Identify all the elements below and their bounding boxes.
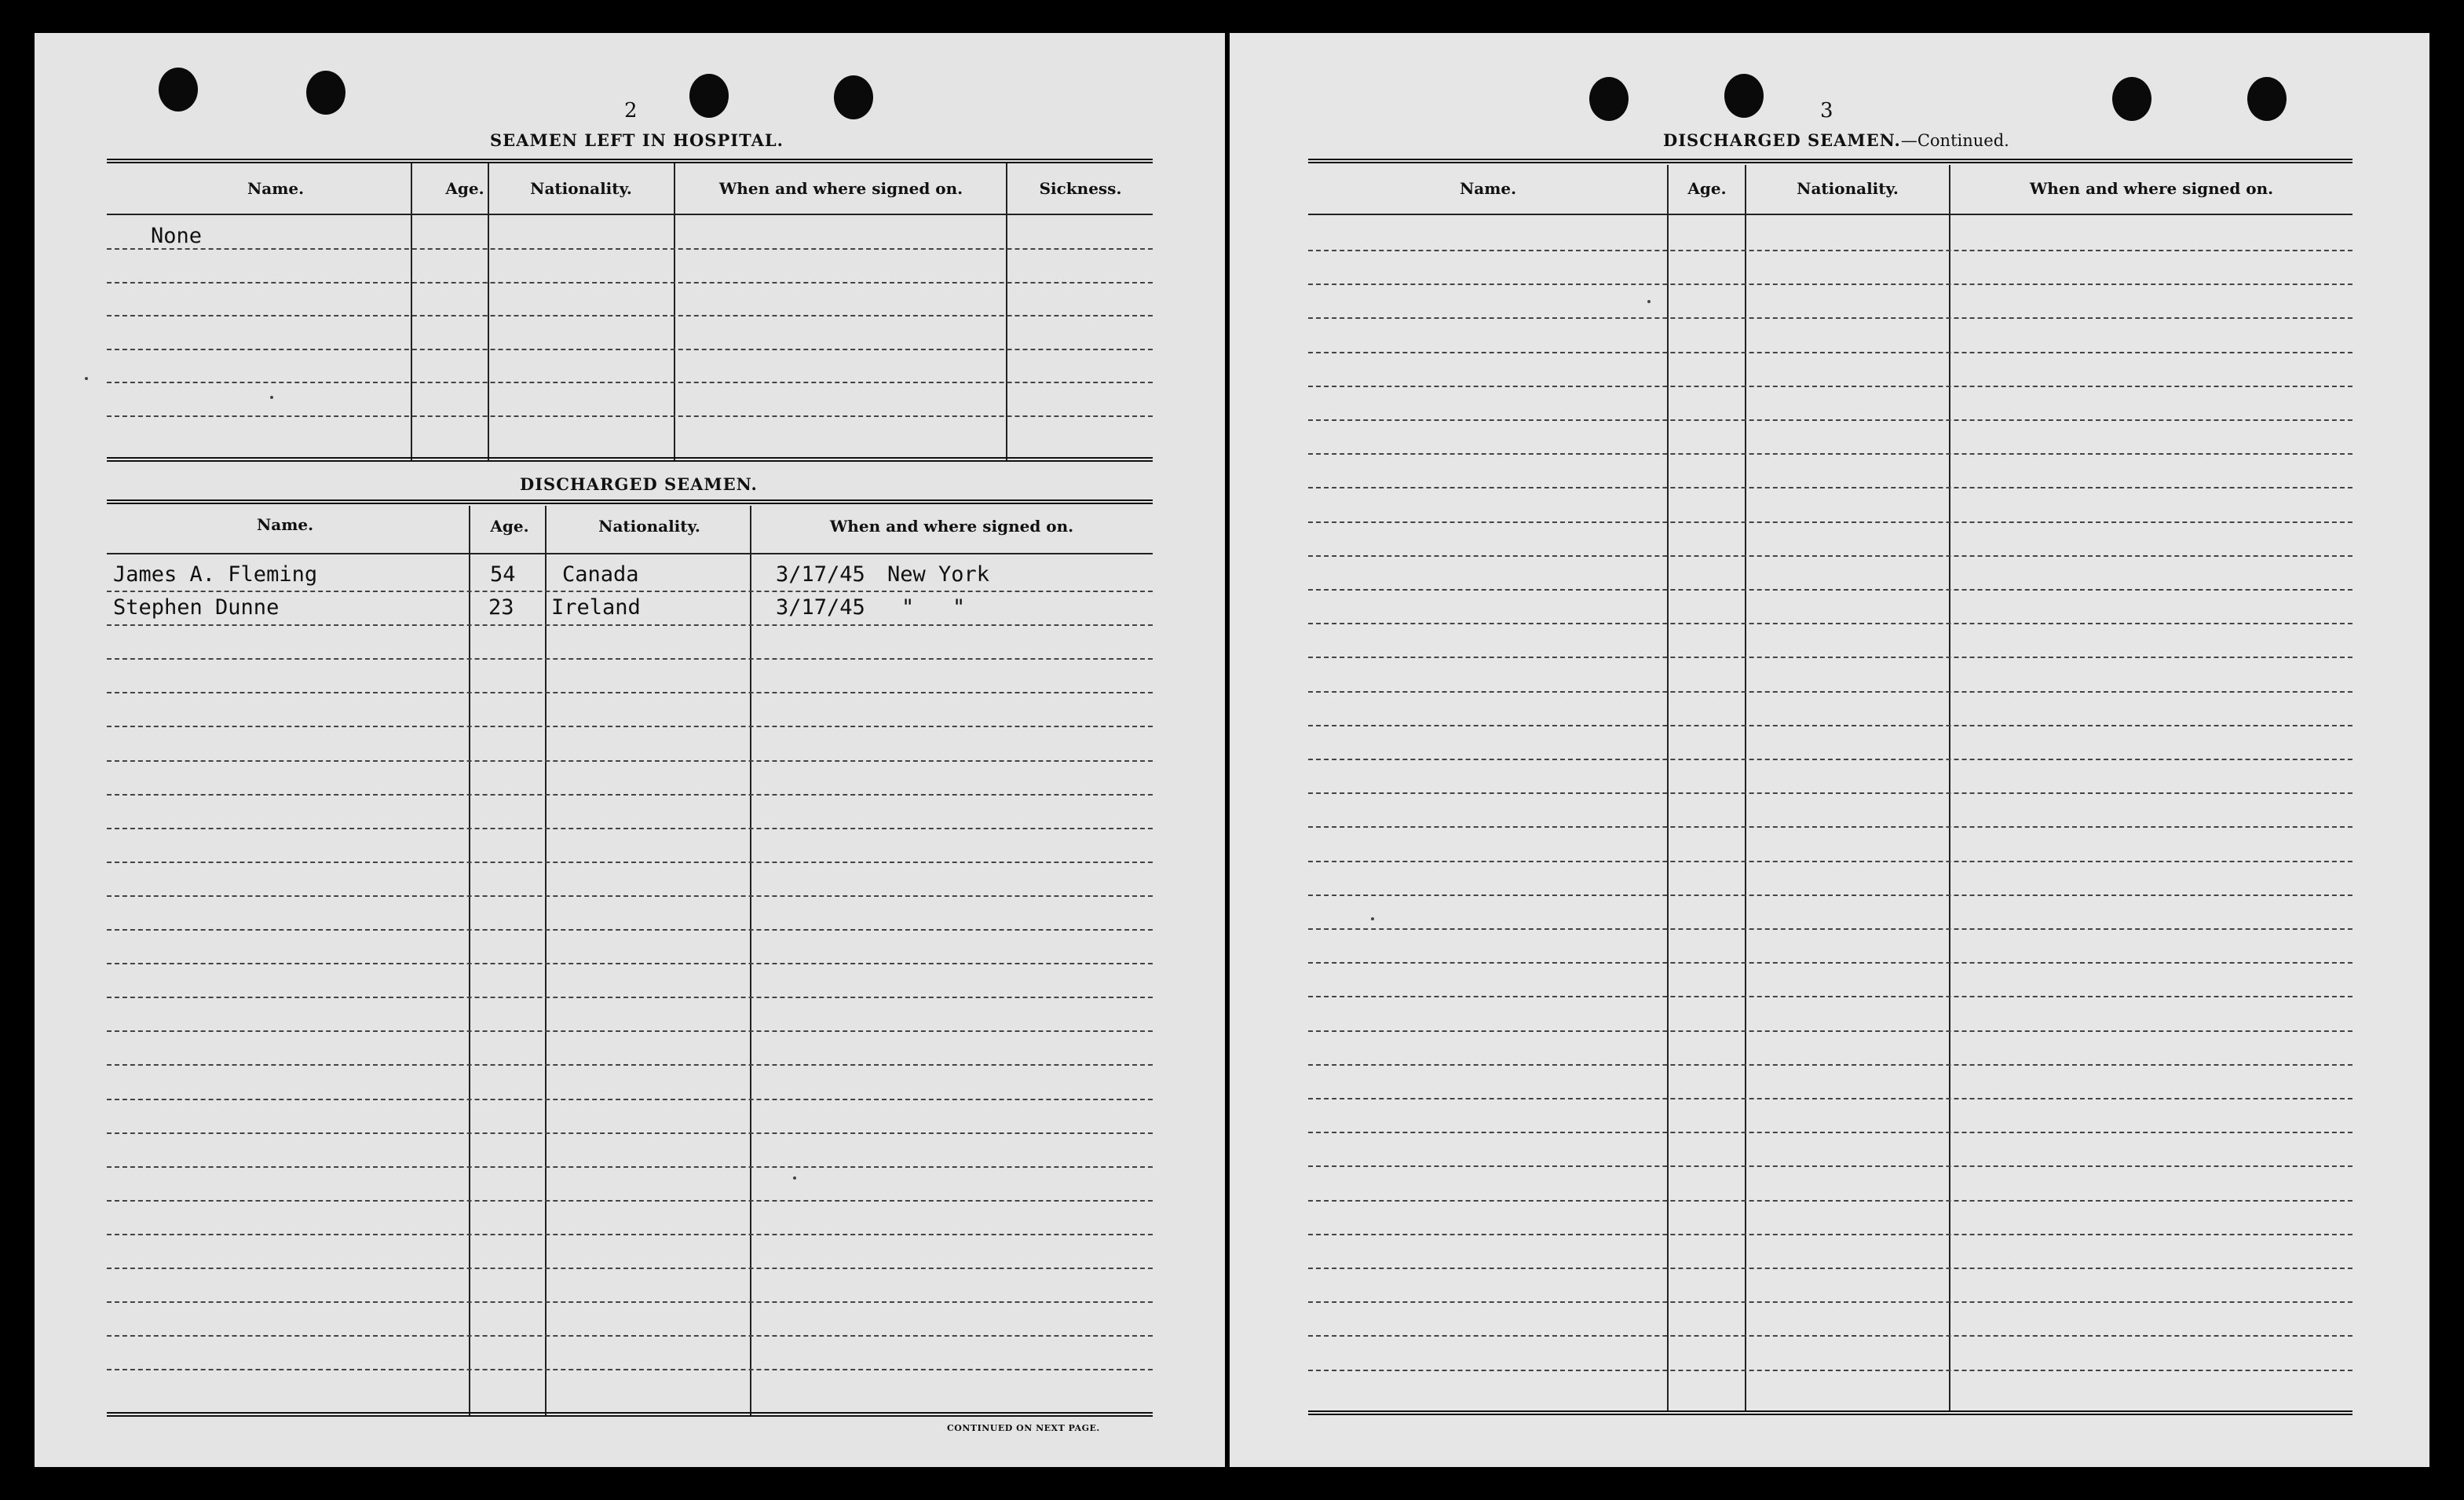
header-rule	[107, 553, 1153, 554]
table-row-line	[1308, 352, 2352, 353]
punch-hole	[2247, 77, 2287, 121]
table-row-line	[1308, 284, 2352, 285]
table-row-line	[1308, 1301, 2352, 1303]
column-header-nationality: Nationality.	[1797, 179, 1899, 198]
column-divider	[545, 506, 547, 1415]
table-row-line	[107, 624, 1153, 626]
column-divider	[1006, 163, 1007, 462]
column-header-sickness: Sickness.	[1039, 179, 1122, 198]
seaman-name: Stephen Dunne	[113, 595, 280, 620]
table-bottom-rule	[107, 457, 1153, 462]
page-number: 2	[624, 99, 638, 123]
table-row-line	[1308, 419, 2352, 421]
seaman-age: 54	[490, 562, 516, 587]
table-row-line	[107, 726, 1153, 727]
table-row-line	[107, 794, 1153, 796]
speck	[85, 377, 88, 380]
table-row-line	[1308, 962, 2352, 964]
table-row-line	[107, 895, 1153, 897]
punch-hole	[1724, 74, 1764, 118]
punch-hole	[689, 74, 729, 118]
table-row-line	[107, 1200, 1153, 1202]
column-header-nationality: Nationality.	[598, 517, 700, 536]
column-header-age: Age.	[445, 179, 484, 198]
table-row-line	[107, 415, 1153, 417]
table-row-line	[1308, 623, 2352, 624]
table-top-rule	[1308, 159, 2352, 163]
table-bottom-rule	[107, 1412, 1153, 1417]
table-row-line	[1308, 1370, 2352, 1371]
table-top-rule	[107, 499, 1153, 504]
continued-note: CONTINUED ON NEXT PAGE.	[947, 1423, 1100, 1433]
table-row-line	[107, 282, 1153, 284]
table-row-line	[107, 349, 1153, 350]
table-row-line	[1308, 895, 2352, 896]
column-header-signed-on: When and where signed on.	[718, 179, 963, 198]
table-row-line	[107, 1335, 1153, 1337]
table-row-line	[1308, 725, 2352, 726]
discharged-section-title: DISCHARGED SEAMEN.	[520, 474, 758, 494]
speck	[793, 1176, 796, 1180]
table-row-line	[107, 1369, 1153, 1370]
signed-on-place: New York	[887, 562, 990, 587]
hospital-name-entry: None	[151, 224, 203, 248]
table-row-line	[1308, 1165, 2352, 1167]
column-header-age: Age.	[1687, 179, 1727, 198]
continued-section-title	[1663, 130, 2009, 150]
table-row-line	[1308, 1268, 2352, 1269]
table-row-line	[1308, 250, 2352, 251]
table-row-line	[107, 382, 1153, 383]
column-divider	[411, 163, 412, 462]
table-row-line	[107, 692, 1153, 693]
right-page	[1230, 33, 2429, 1467]
left-page	[35, 33, 1225, 1467]
page-number: 3	[1820, 99, 1833, 123]
punch-hole	[306, 71, 345, 115]
table-row-line	[1308, 555, 2352, 557]
table-row-line	[107, 248, 1153, 250]
table-row-line	[1308, 1200, 2352, 1202]
column-header-name: Name.	[247, 179, 305, 198]
punch-hole	[1589, 77, 1629, 121]
table-row-line	[1308, 996, 2352, 997]
table-top-rule	[107, 159, 1153, 163]
table-row-line	[1308, 691, 2352, 693]
table-row-line	[107, 658, 1153, 660]
table-row-line	[107, 591, 1153, 592]
column-header-age: Age.	[490, 517, 529, 536]
table-row-line	[1308, 453, 2352, 455]
table-row-line	[1308, 1132, 2352, 1133]
seaman-nationality: Ireland	[551, 595, 641, 620]
table-row-line	[1308, 759, 2352, 760]
column-divider	[469, 506, 470, 1415]
table-row-line	[1308, 1030, 2352, 1032]
table-row-line	[1308, 1234, 2352, 1235]
column-divider	[674, 163, 675, 462]
table-row-line	[107, 963, 1153, 964]
table-row-line	[1308, 928, 2352, 930]
table-row-line	[107, 929, 1153, 931]
table-row-line	[1308, 861, 2352, 862]
table-row-line	[107, 862, 1153, 863]
table-row-line	[107, 1166, 1153, 1168]
table-row-line	[1308, 589, 2352, 591]
title-suffix: —Continued.	[1900, 131, 2009, 150]
table-row-line	[1308, 1098, 2352, 1099]
table-row-line	[1308, 521, 2352, 523]
table-row-line	[1308, 386, 2352, 387]
table-row-line	[1308, 487, 2352, 488]
speck	[1647, 300, 1651, 303]
speck	[270, 396, 273, 399]
column-header-name: Name.	[256, 515, 314, 534]
table-row-line	[107, 828, 1153, 829]
table-row-line	[1308, 657, 2352, 658]
hospital-section-title: SEAMEN LEFT IN HOSPITAL.	[490, 130, 784, 150]
column-header-nationality: Nationality.	[530, 179, 632, 198]
table-row-line	[107, 1301, 1153, 1303]
table-row-line	[107, 1030, 1153, 1032]
column-divider	[750, 506, 751, 1415]
table-row-line	[107, 1064, 1153, 1066]
table-row-line	[107, 997, 1153, 998]
table-row-line	[107, 1132, 1153, 1134]
table-row-line	[107, 1234, 1153, 1235]
table-row-line	[1308, 1335, 2352, 1337]
seaman-nationality: Canada	[562, 562, 639, 587]
table-row-line	[107, 760, 1153, 762]
seaman-name: James A. Fleming	[113, 562, 318, 587]
table-row-line	[1308, 792, 2352, 794]
signed-on-date: 3/17/45	[776, 595, 865, 620]
column-divider	[488, 163, 489, 462]
column-header-signed-on: When and where signed on.	[829, 517, 1074, 536]
table-row-line	[1308, 1064, 2352, 1066]
column-header-name: Name.	[1459, 179, 1517, 198]
speck	[1371, 917, 1374, 920]
table-bottom-rule	[1308, 1410, 2352, 1415]
table-row-line	[107, 1268, 1153, 1269]
punch-hole	[834, 75, 873, 119]
table-row-line	[107, 1099, 1153, 1100]
column-header-signed-on: When and where signed on.	[2029, 179, 2274, 198]
punch-hole	[2112, 77, 2151, 121]
table-row-line	[1308, 826, 2352, 828]
signed-on-place: " "	[901, 595, 966, 620]
title-text: DISCHARGED SEAMEN.	[1663, 130, 1901, 150]
signed-on-date: 3/17/45	[776, 562, 865, 587]
table-row-line	[1308, 317, 2352, 319]
seaman-age: 23	[488, 595, 514, 620]
header-rule	[1308, 214, 2352, 215]
punch-hole	[159, 68, 198, 112]
header-rule	[107, 214, 1153, 215]
table-row-line	[107, 315, 1153, 316]
